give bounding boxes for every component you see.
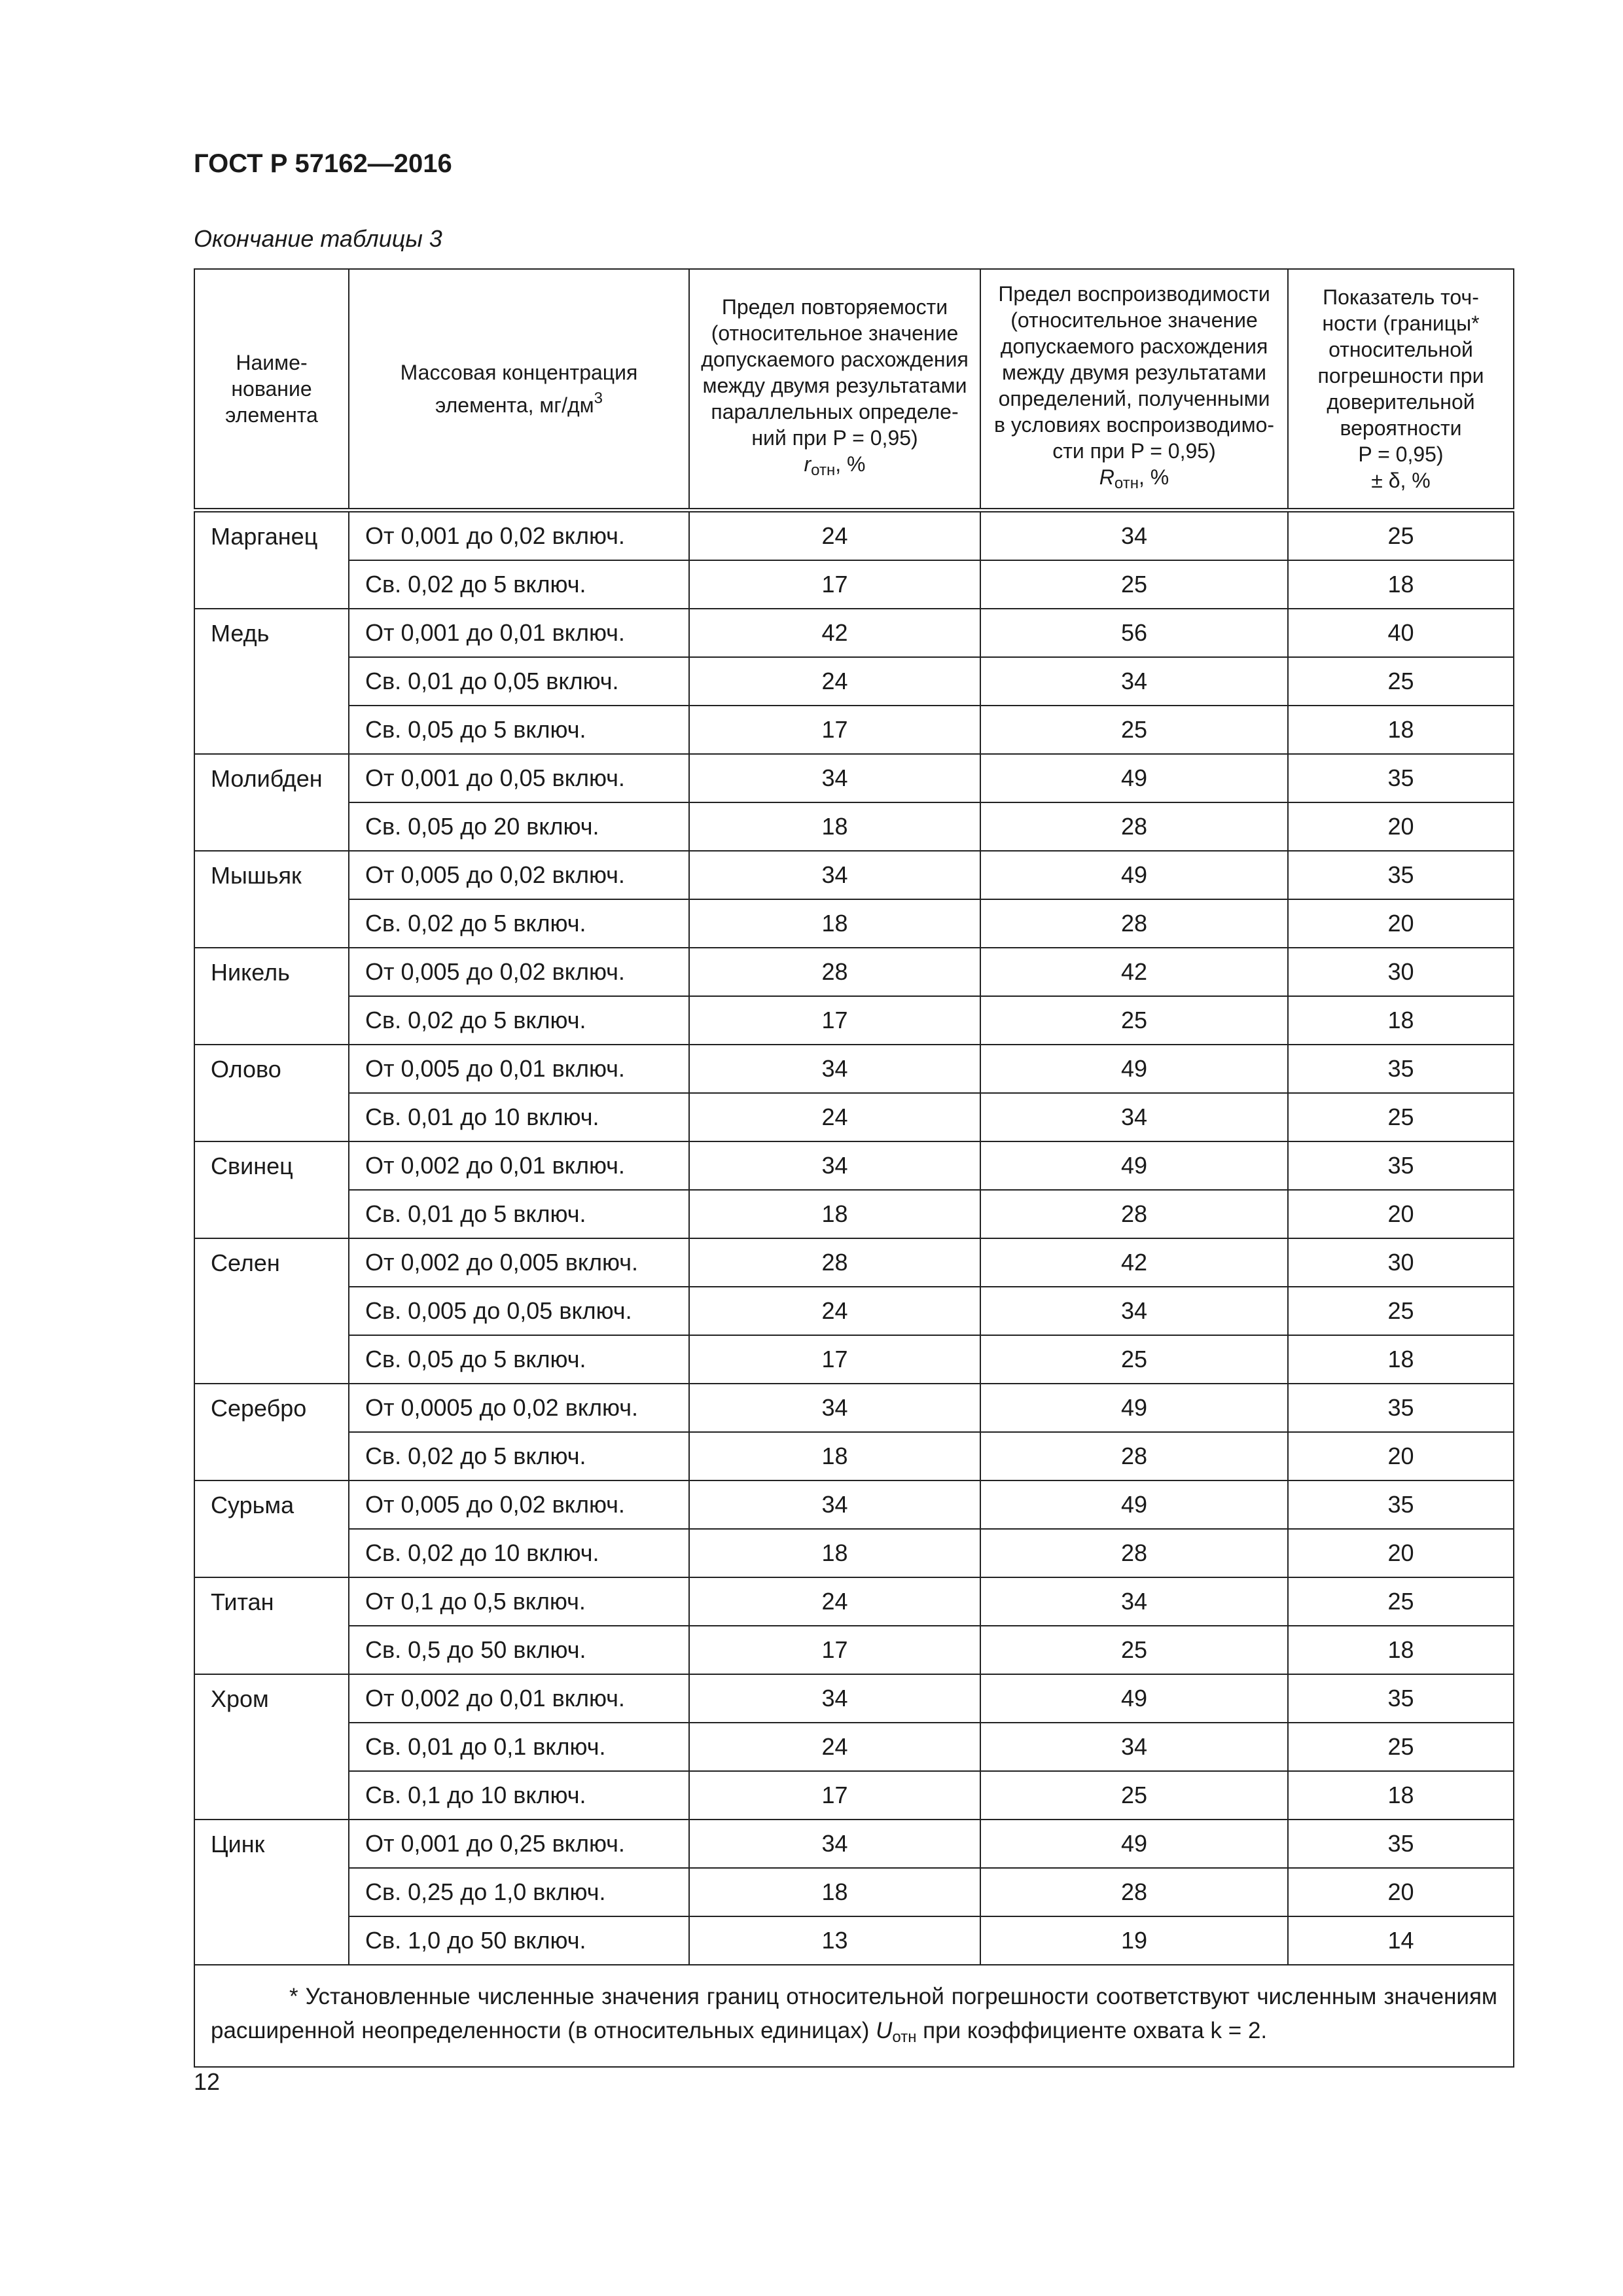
repeatability-cell: 18 bbox=[689, 899, 980, 948]
reproducibility-cell: 19 bbox=[980, 1916, 1288, 1965]
reproducibility-cell: 28 bbox=[980, 1868, 1288, 1916]
reproducibility-cell: 28 bbox=[980, 802, 1288, 851]
reproducibility-cell: 25 bbox=[980, 1335, 1288, 1384]
table-row bbox=[194, 560, 1514, 609]
accuracy-cell: 14 bbox=[1288, 1916, 1514, 1965]
table-row bbox=[194, 1723, 1514, 1771]
element-name-cell: Сурьма bbox=[194, 1480, 349, 1577]
reproducibility-cell: 42 bbox=[980, 948, 1288, 996]
accuracy-cell: 18 bbox=[1288, 1335, 1514, 1384]
reproducibility-cell: 49 bbox=[980, 1480, 1288, 1529]
repeatability-cell: 18 bbox=[689, 1432, 980, 1480]
repeatability-cell: 34 bbox=[689, 851, 980, 899]
element-name-cell: Хром bbox=[194, 1674, 349, 1820]
table-body bbox=[194, 511, 1514, 1965]
header-reprod-symbol: R bbox=[1099, 465, 1115, 489]
reproducibility-cell: 34 bbox=[980, 1577, 1288, 1626]
concentration-range-cell: Св. 0,02 до 5 включ. bbox=[349, 996, 689, 1045]
reproducibility-cell: 28 bbox=[980, 899, 1288, 948]
accuracy-cell: 20 bbox=[1288, 1190, 1514, 1238]
reproducibility-cell: 25 bbox=[980, 1771, 1288, 1820]
repeatability-cell: 17 bbox=[689, 1626, 980, 1674]
repeatability-cell: 17 bbox=[689, 1335, 980, 1384]
accuracy-cell: 20 bbox=[1288, 1868, 1514, 1916]
header-element-name bbox=[194, 269, 349, 511]
reproducibility-cell: 34 bbox=[980, 657, 1288, 706]
table-row bbox=[194, 1190, 1514, 1238]
reproducibility-cell: 34 bbox=[980, 1093, 1288, 1141]
concentration-range-cell: От 0,005 до 0,02 включ. bbox=[349, 948, 689, 996]
footnote-symbol: U bbox=[876, 2018, 893, 2043]
repeatability-cell: 24 bbox=[689, 1093, 980, 1141]
reproducibility-cell: 28 bbox=[980, 1190, 1288, 1238]
header-reprod-sub: отн bbox=[1114, 475, 1139, 492]
table-row bbox=[194, 1238, 1514, 1287]
concentration-range-cell: Св. 0,01 до 0,05 включ. bbox=[349, 657, 689, 706]
accuracy-cell: 30 bbox=[1288, 1238, 1514, 1287]
header-accuracy bbox=[1288, 269, 1514, 511]
header-element-name-text: Наиме- нование элемента bbox=[225, 351, 318, 427]
concentration-range-cell: Св. 0,01 до 0,1 включ. bbox=[349, 1723, 689, 1771]
element-name-cell: Цинк bbox=[194, 1820, 349, 1965]
accuracy-cell: 25 bbox=[1288, 1287, 1514, 1335]
repeatability-cell: 24 bbox=[689, 1577, 980, 1626]
concentration-range-cell: От 0,002 до 0,01 включ. bbox=[349, 1141, 689, 1190]
accuracy-cell: 18 bbox=[1288, 560, 1514, 609]
reproducibility-cell: 25 bbox=[980, 560, 1288, 609]
header-repeat-text: Предел повторяемости (относительное значение допускаемого расхождения между двумя результатами параллельных определе- ний при P = 0,95) bbox=[701, 295, 969, 450]
repeatability-cell: 24 bbox=[689, 1723, 980, 1771]
accuracy-cell: 18 bbox=[1288, 1626, 1514, 1674]
accuracy-cell: 25 bbox=[1288, 1093, 1514, 1141]
header-repeat-symbol: r bbox=[804, 452, 812, 476]
repeatability-cell: 34 bbox=[689, 1674, 980, 1723]
repeatability-cell: 17 bbox=[689, 1771, 980, 1820]
table-footnote bbox=[194, 1965, 1514, 2067]
accuracy-cell: 35 bbox=[1288, 1045, 1514, 1093]
repeatability-cell: 34 bbox=[689, 1045, 980, 1093]
reproducibility-cell: 49 bbox=[980, 754, 1288, 802]
header-conc-sup: 3 bbox=[594, 389, 603, 407]
footnote-row bbox=[194, 1965, 1514, 2067]
table-row bbox=[194, 1432, 1514, 1480]
repeatability-cell: 17 bbox=[689, 706, 980, 754]
accuracy-cell: 25 bbox=[1288, 1723, 1514, 1771]
table-row bbox=[194, 1820, 1514, 1868]
repeatability-cell: 18 bbox=[689, 1868, 980, 1916]
table-row bbox=[194, 1771, 1514, 1820]
accuracy-cell: 20 bbox=[1288, 802, 1514, 851]
accuracy-cell: 18 bbox=[1288, 996, 1514, 1045]
repeatability-cell: 34 bbox=[689, 1820, 980, 1868]
table-row bbox=[194, 1045, 1514, 1093]
header-reprod-unit: , % bbox=[1138, 465, 1169, 489]
accuracy-cell: 35 bbox=[1288, 851, 1514, 899]
concentration-range-cell: Св. 0,1 до 10 включ. bbox=[349, 1771, 689, 1820]
accuracy-cell: 25 bbox=[1288, 1577, 1514, 1626]
reproducibility-cell: 49 bbox=[980, 851, 1288, 899]
header-repeatability bbox=[689, 269, 980, 511]
table-row bbox=[194, 1287, 1514, 1335]
concentration-range-cell: Св. 0,02 до 5 включ. bbox=[349, 899, 689, 948]
concentration-range-cell: Св. 0,02 до 10 включ. bbox=[349, 1529, 689, 1577]
accuracy-cell: 35 bbox=[1288, 1141, 1514, 1190]
concentration-range-cell: Св. 1,0 до 50 включ. bbox=[349, 1916, 689, 1965]
table-row bbox=[194, 948, 1514, 996]
table-row bbox=[194, 1141, 1514, 1190]
element-name-cell: Свинец bbox=[194, 1141, 349, 1238]
page-number: 12 bbox=[194, 2068, 221, 2095]
header-reproducibility bbox=[980, 269, 1288, 511]
concentration-range-cell: От 0,002 до 0,005 включ. bbox=[349, 1238, 689, 1287]
repeatability-cell: 24 bbox=[689, 1287, 980, 1335]
concentration-range-cell: От 0,1 до 0,5 включ. bbox=[349, 1577, 689, 1626]
concentration-range-cell: От 0,001 до 0,05 включ. bbox=[349, 754, 689, 802]
reproducibility-cell: 56 bbox=[980, 609, 1288, 657]
concentration-range-cell: Св. 0,05 до 5 включ. bbox=[349, 706, 689, 754]
accuracy-cell: 30 bbox=[1288, 948, 1514, 996]
reproducibility-cell: 49 bbox=[980, 1141, 1288, 1190]
concentration-range-cell: От 0,001 до 0,25 включ. bbox=[349, 1820, 689, 1868]
accuracy-cell: 35 bbox=[1288, 1480, 1514, 1529]
table-row bbox=[194, 1577, 1514, 1626]
footnote-symbol-sub: отн bbox=[892, 2028, 917, 2046]
repeatability-cell: 34 bbox=[689, 1384, 980, 1432]
table-row bbox=[194, 1093, 1514, 1141]
table-row bbox=[194, 1529, 1514, 1577]
accuracy-cell: 35 bbox=[1288, 1674, 1514, 1723]
header-mass-concentration bbox=[349, 269, 689, 511]
repeatability-cell: 18 bbox=[689, 1529, 980, 1577]
reproducibility-cell: 49 bbox=[980, 1384, 1288, 1432]
repeatability-cell: 13 bbox=[689, 1916, 980, 1965]
repeatability-cell: 17 bbox=[689, 560, 980, 609]
table-row bbox=[194, 1868, 1514, 1916]
accuracy-cell: 18 bbox=[1288, 706, 1514, 754]
reproducibility-cell: 42 bbox=[980, 1238, 1288, 1287]
accuracy-cell: 20 bbox=[1288, 899, 1514, 948]
concentration-range-cell: От 0,001 до 0,02 включ. bbox=[349, 511, 689, 561]
element-name-cell: Медь bbox=[194, 609, 349, 754]
element-name-cell: Молибден bbox=[194, 754, 349, 851]
header-conc-text: Массовая концентрация элемента, мг/дм bbox=[400, 361, 638, 417]
element-name-cell: Никель bbox=[194, 948, 349, 1045]
repeatability-cell: 34 bbox=[689, 1141, 980, 1190]
concentration-range-cell: От 0,005 до 0,02 включ. bbox=[349, 851, 689, 899]
reproducibility-cell: 34 bbox=[980, 1723, 1288, 1771]
repeatability-cell: 28 bbox=[689, 948, 980, 996]
reproducibility-cell: 25 bbox=[980, 996, 1288, 1045]
accuracy-cell: 35 bbox=[1288, 1384, 1514, 1432]
accuracy-cell: 20 bbox=[1288, 1432, 1514, 1480]
footnote-text-after: при коэффициенте охвата k = 2. bbox=[916, 2018, 1268, 2043]
table-row bbox=[194, 511, 1514, 561]
accuracy-cell: 20 bbox=[1288, 1529, 1514, 1577]
accuracy-cell: 40 bbox=[1288, 609, 1514, 657]
header-reprod-text: Предел воспроизводимости (относительное значение допускаемого расхождения между двумя результатами определений, полученными в условиях воспроизводимо- сти при P = 0,95) bbox=[993, 282, 1275, 463]
reproducibility-cell: 49 bbox=[980, 1045, 1288, 1093]
concentration-range-cell: Св. 0,25 до 1,0 включ. bbox=[349, 1868, 689, 1916]
concentration-range-cell: Св. 0,01 до 5 включ. bbox=[349, 1190, 689, 1238]
repeatability-cell: 24 bbox=[689, 511, 980, 561]
accuracy-cell: 25 bbox=[1288, 511, 1514, 561]
repeatability-cell: 18 bbox=[689, 802, 980, 851]
element-name-cell: Олово bbox=[194, 1045, 349, 1141]
accuracy-cell: 25 bbox=[1288, 657, 1514, 706]
table-header-row bbox=[194, 269, 1514, 511]
table-row bbox=[194, 996, 1514, 1045]
reproducibility-cell: 34 bbox=[980, 1287, 1288, 1335]
concentration-range-cell: От 0,005 до 0,01 включ. bbox=[349, 1045, 689, 1093]
table-row bbox=[194, 1480, 1514, 1529]
repeatability-cell: 34 bbox=[689, 754, 980, 802]
data-table bbox=[194, 268, 1514, 2068]
concentration-range-cell: От 0,005 до 0,02 включ. bbox=[349, 1480, 689, 1529]
reproducibility-cell: 49 bbox=[980, 1820, 1288, 1868]
concentration-range-cell: Св. 0,01 до 10 включ. bbox=[349, 1093, 689, 1141]
concentration-range-cell: Св. 0,005 до 0,05 включ. bbox=[349, 1287, 689, 1335]
repeatability-cell: 42 bbox=[689, 609, 980, 657]
table-row bbox=[194, 1674, 1514, 1723]
table-row bbox=[194, 706, 1514, 754]
concentration-range-cell: От 0,002 до 0,01 включ. bbox=[349, 1674, 689, 1723]
accuracy-cell: 18 bbox=[1288, 1771, 1514, 1820]
concentration-range-cell: Св. 0,02 до 5 включ. bbox=[349, 1432, 689, 1480]
table-row bbox=[194, 1335, 1514, 1384]
reproducibility-cell: 25 bbox=[980, 1626, 1288, 1674]
element-name-cell: Серебро bbox=[194, 1384, 349, 1480]
table-row bbox=[194, 657, 1514, 706]
table-row bbox=[194, 1916, 1514, 1965]
concentration-range-cell: От 0,0005 до 0,02 включ. bbox=[349, 1384, 689, 1432]
header-acc-unit: ± δ, % bbox=[1371, 469, 1431, 492]
concentration-range-cell: Св. 0,05 до 5 включ. bbox=[349, 1335, 689, 1384]
concentration-range-cell: От 0,001 до 0,01 включ. bbox=[349, 609, 689, 657]
header-repeat-unit: , % bbox=[835, 452, 866, 476]
reproducibility-cell: 34 bbox=[980, 511, 1288, 561]
repeatability-cell: 28 bbox=[689, 1238, 980, 1287]
table-row bbox=[194, 899, 1514, 948]
table-row bbox=[194, 851, 1514, 899]
concentration-range-cell: Св. 0,5 до 50 включ. bbox=[349, 1626, 689, 1674]
reproducibility-cell: 28 bbox=[980, 1432, 1288, 1480]
concentration-range-cell: Св. 0,05 до 20 включ. bbox=[349, 802, 689, 851]
concentration-range-cell: Св. 0,02 до 5 включ. bbox=[349, 560, 689, 609]
element-name-cell: Марганец bbox=[194, 511, 349, 609]
table-row bbox=[194, 609, 1514, 657]
document-header: ГОСТ Р 57162—2016 bbox=[194, 149, 452, 178]
table-row bbox=[194, 754, 1514, 802]
element-name-cell: Мышьяк bbox=[194, 851, 349, 948]
repeatability-cell: 24 bbox=[689, 657, 980, 706]
reproducibility-cell: 49 bbox=[980, 1674, 1288, 1723]
repeatability-cell: 17 bbox=[689, 996, 980, 1045]
repeatability-cell: 18 bbox=[689, 1190, 980, 1238]
table-row bbox=[194, 1384, 1514, 1432]
table-row bbox=[194, 802, 1514, 851]
repeatability-cell: 34 bbox=[689, 1480, 980, 1529]
header-repeat-sub: отн bbox=[811, 461, 836, 479]
table-row bbox=[194, 1626, 1514, 1674]
reproducibility-cell: 25 bbox=[980, 706, 1288, 754]
table-caption: Окончание таблицы 3 bbox=[194, 225, 442, 252]
reproducibility-cell: 28 bbox=[980, 1529, 1288, 1577]
footnote-text-before: * Установленные численные значения границ относительной погрешности соответствуют численным значениям расширенной неопределенности (в относительных единицах) bbox=[211, 1984, 1497, 2043]
element-name-cell: Титан bbox=[194, 1577, 349, 1674]
accuracy-cell: 35 bbox=[1288, 754, 1514, 802]
element-name-cell: Селен bbox=[194, 1238, 349, 1384]
accuracy-cell: 35 bbox=[1288, 1820, 1514, 1868]
header-acc-text: Показатель точ- ности (границы* относительной погрешности при доверительной вероятности P = 0,95) bbox=[1317, 285, 1484, 466]
